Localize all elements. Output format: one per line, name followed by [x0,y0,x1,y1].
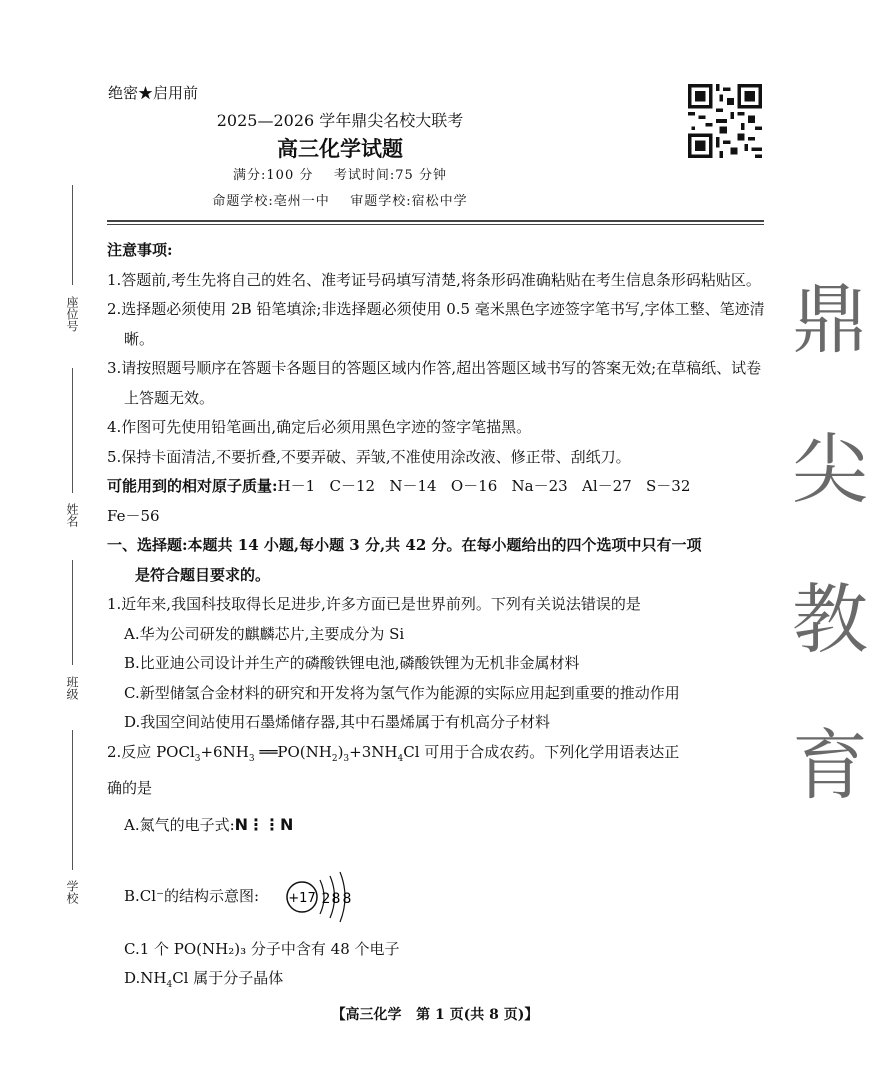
subscript: 3 [194,753,201,764]
shell-electron-count: 8 [331,891,341,907]
q1-stem: 1.近年来,我国科技取得长足进步,许多方面已是世界前列。下列有关说法错误的是 [107,595,641,613]
qr-code-icon [688,84,762,158]
page-footer: 【高三化学 第 1 页(共 8 页)】 [331,1007,539,1023]
q2-stem-part: +6NH [200,742,249,761]
binding-line [72,730,73,870]
class-label: 班级 [65,676,79,700]
q2-stem [107,738,767,775]
school-label: 学校 [65,880,79,904]
subscript: 3 [343,753,350,764]
exam-meta-schools: 命题学校:亳州一中 审题学校:宿松中学 [212,194,468,209]
subscript: 2 [331,753,338,764]
watermark-char: 育 [792,721,868,810]
notes-item: 4.作图可先使用铅笔画出,确定后必须用黑色字迹的签字笔描黑。 [107,418,532,436]
q2-option-a-label: A.氮气的电子式: [124,815,235,834]
section-title: 一、选择题:本题共 14 小题,每小题 3 分,共 42 分。在每小题给出的四个选项中只有一项 [107,536,702,554]
atomic-masses-label: 可能用到的相对原子质量: [107,477,278,495]
binding-line [72,560,73,665]
notes-item: 1.答题前,考生先将自己的姓名、准考证号码填写清楚,将条形码准确粘贴在考生信息条形码粘贴区。 [107,270,761,289]
q1-option-b: B.比亚迪公司设计并生产的磷酸铁锂电池,磷酸铁锂为无机非金属材料 [124,654,580,672]
name-label: 姓名 [65,503,79,527]
q1-option-a: A.华为公司研发的麒麟芯片,主要成分为 Si [124,624,405,643]
atomic-masses-values: H－1 C－12 N－14 O－16 Na－23 Al－27 S－32 [277,477,691,495]
atomic-masses [107,472,767,502]
shell-electron-count: 8 [342,891,352,907]
q2-option-d-part: Cl 属于分子晶体 [172,969,284,987]
q1-option-c: C.新型储氢合金材料的研究和开发将为氢气作为能源的实际应用起到重要的推动作用 [124,683,680,702]
q2-stem-cont: 确的是 [107,779,153,797]
q2-stem-part: 2.反应 POCl [107,742,195,761]
q2-option-a [107,810,767,841]
q2-stem-part: ) [337,742,344,761]
notes-item: 2.选择题必须使用 2B 铅笔填涂;非选择题必须使用 0.5 毫米黑色字迹签字笔书写,字体工整、笔迹清晰。 [107,300,765,348]
notes-block [107,236,767,840]
header-divider-thin [107,224,764,225]
notes-item: 3.请按照题号顺序在答题卡各题目的答题区域内作答,超出答题区域书写的答案无效;在草稿纸、试卷上答题无效。 [107,359,762,407]
q2-option-d-part: D.NH [124,969,167,987]
shell-electron-count: 2 [321,891,331,907]
q2-option-d [124,967,283,990]
exam-title: 2025—2026 学年鼎尖名校大联考 [216,111,464,130]
n2-electron-formula: N⋮⋮N [234,814,294,834]
subject-title: 高三化学试题 [277,136,403,161]
q2-option-b-label: B.Cl⁻的结构示意图: [124,887,260,905]
binding-line [72,185,73,285]
subscript: 3 [248,753,255,764]
q2-stem-part: +3NH [349,742,398,761]
q2-stem-part: ══PO(NH [254,742,332,761]
seat-label: 座位号 [65,296,79,332]
watermark-char: 教 [792,575,868,664]
notes-item: 5.保持卡面清洁,不要折叠,不要弄破、弄皱,不准使用涂改液、修正带、刮纸刀。 [107,447,631,466]
exam-meta-time: 满分:100 分 考试时间:75 分钟 [233,168,447,183]
watermark-char: 尖 [792,425,868,514]
q2-stem-part: Cl 可用于合成农药。下列化学用语表达正 [403,742,680,761]
section-title-cont: 是符合题目要求的。 [135,565,271,584]
atomic-masses-cont: Fe－56 [107,506,160,525]
q2-option-c: C.1 个 PO(NH₂)₃ 分子中含有 48 个电子 [124,940,400,958]
cl-ion-structure-diagram [282,868,362,926]
secret-label: 绝密★启用前 [108,84,199,102]
header-divider [107,220,764,222]
nucleus-charge: +17 [288,891,316,906]
binding-line [72,368,73,493]
q1-option-d: D.我国空间站使用石墨烯储存器,其中石墨烯属于有机高分子材料 [124,713,551,731]
watermark-char: 鼎 [792,275,868,364]
notes-heading: 注意事项: [107,241,173,259]
subscript: 4 [397,753,404,764]
subscript: 4 [166,980,173,990]
